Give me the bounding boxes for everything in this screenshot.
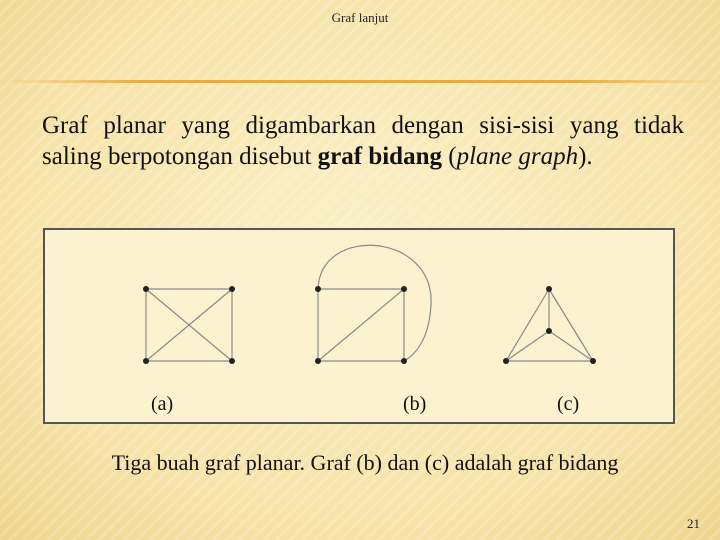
- figure-label-b: (b): [403, 393, 427, 415]
- graph-c-edge: [506, 331, 549, 361]
- graph-c-vertex: [546, 328, 552, 334]
- graph-b-edge: [318, 289, 404, 361]
- figure-caption: Tiga buah graf planar. Graf (b) dan (c) adalah graf bidang: [111, 450, 619, 475]
- graph-b-curved-edge: [318, 245, 431, 361]
- graph-b-vertex: [401, 358, 407, 364]
- graph-a-vertex: [229, 286, 235, 292]
- graph-c-vertex: [503, 358, 509, 364]
- graph-c-edge: [506, 289, 549, 361]
- graph-c-edge: [549, 331, 593, 361]
- page-number: 21: [687, 516, 700, 531]
- graph-a-vertex: [143, 286, 149, 292]
- graph-c-edge: [549, 289, 593, 361]
- graph-a: [146, 289, 232, 361]
- header-rule: [0, 80, 720, 83]
- graph-c-vertex: [590, 358, 596, 364]
- body-paragraph: [42, 110, 684, 172]
- paragraph-italic-term: plane graph: [456, 143, 579, 170]
- paragraph-text-2: (: [442, 143, 457, 170]
- graph-c-vertex: [546, 286, 552, 292]
- paragraph-bold-term: graf bidang: [317, 143, 442, 170]
- graph-a-vertex: [143, 358, 149, 364]
- graph-b-vertex: [315, 286, 321, 292]
- graph-a-vertex: [229, 358, 235, 364]
- paragraph-text-1: Graf planar yang digambarkan dengan sisi-sisi yang tidak saling berpotongan disebut: [42, 112, 684, 170]
- figure-label-c: (c): [557, 393, 580, 415]
- graph-b: [318, 245, 431, 361]
- figure-box: [43, 228, 675, 424]
- graph-b-vertex: [315, 358, 321, 364]
- graph-c: [506, 289, 593, 361]
- header-title: Graf lanjut: [331, 10, 389, 25]
- paragraph-text-3: ).: [578, 143, 593, 170]
- graph-b-vertex: [401, 286, 407, 292]
- figure-label-a: (a): [151, 393, 174, 415]
